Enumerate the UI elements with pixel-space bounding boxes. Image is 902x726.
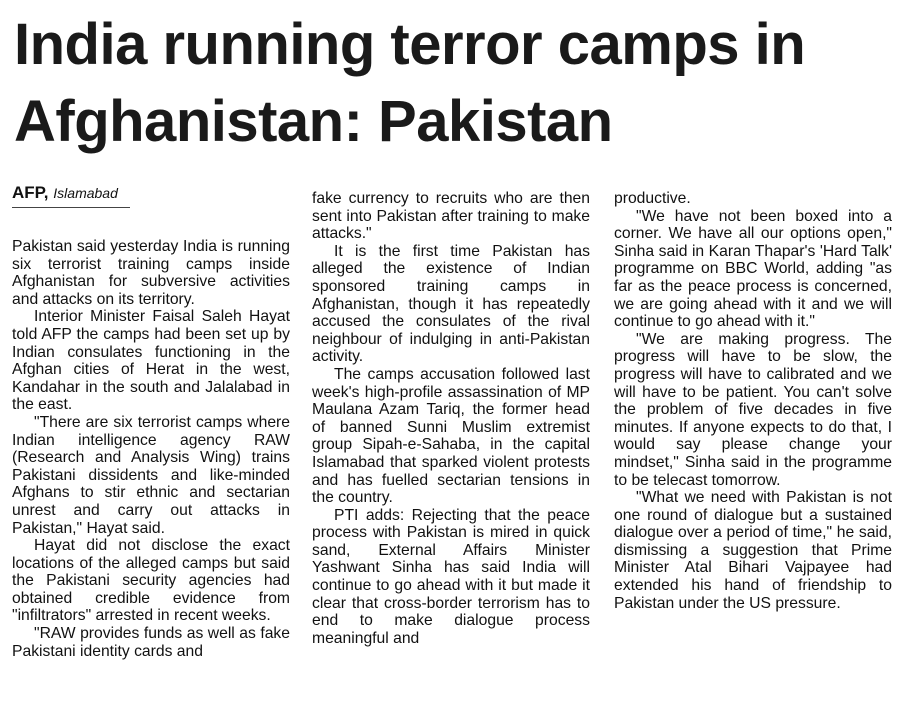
paragraph: "RAW provides funds as well as fake Pakistani identity cards and — [12, 625, 290, 660]
paragraph: "What we need with Pakistan is not one round of dialogue but a sustained dialogue over a period of time," he said, dismissing a suggestion that Prime Minister Atal Bihari Vajpayee had extended his hand of friendship to Pakistan under the US pressure. — [614, 489, 892, 612]
paragraph: It is the first time Pakistan has alleged the existence of Indian sponsored training camps in Afghanistan, though it has repeatedly accused the consulates of the rival neighbour of indulging in anti-Pakistan activity. — [312, 242, 590, 366]
column-2 — [312, 190, 590, 647]
paragraph: Interior Minister Faisal Saleh Hayat told AFP the camps had been set up by Indian consulates functioning in the Afghan cities of Herat in the west, Kandahar in the south and Jalalabad in the east. — [12, 308, 290, 414]
paragraph: "There are six terrorist camps where Indian intelligence agency RAW (Research and Analysis Wing) trains Pakistani dissidents and like-minded Afghans to stir ethnic and sectarian unrest and carry out attacks in Pakistan," Hayat said. — [12, 413, 290, 537]
paragraph: productive. — [614, 190, 691, 207]
paragraph: "We are making progress. The progress will have to be slow, the progress will have to calibrated and we will have to be patient. You can't solve the problem of five decades in five minutes. If anyone expects to do that, I would say please change your mindset," Sinha said in the programme to be telecast tomorrow. — [614, 330, 892, 489]
paragraph: The camps accusation followed last week's high-profile assassination of MP Maulana Azam Tariq, the former head of banned Sunni Muslim extremist group Sipah-e-Sahaba, in the capital Islamabad that sparked violent protests and has fuelled sectarian tensions in the country. — [312, 365, 590, 507]
byline-agency: AFP, — [12, 183, 49, 202]
column-1 — [12, 183, 290, 660]
column-3 — [614, 190, 892, 612]
paragraph: Pakistan said yesterday India is running six terrorist training camps inside Afghanistan for subversive activities and attacks on its territory. — [12, 238, 290, 308]
byline-place: Islamabad — [53, 185, 118, 201]
paragraph: PTI adds: Rejecting that the peace process with Pakistan is mired in quick sand, External Affairs Minister Yashwant Sinha has said India will continue to go ahead with it but made it clear that cross-border terrorism has to end to make dialogue process meaningful and — [312, 506, 590, 647]
headline: India running terror camps in Afghanistan: Pakistan — [14, 12, 806, 154]
paragraph: "We have not been boxed into a corner. We have all our options open," Sinha said in Karan Thapar's 'Hard Talk' programme on BBC World, adding "as far as the peace process is concerned, we are going ahead with it and we will continue to go ahead with it." — [614, 207, 892, 331]
paragraph: fake currency to recruits who are then sent into Pakistan after training to make attacks." — [312, 190, 590, 243]
byline — [12, 184, 130, 214]
paragraph: Hayat did not disclose the exact locations of the alleged camps but said the Pakistani security agencies had obtained credible evidence from "infiltrators" arrested in recent weeks. — [12, 537, 290, 625]
